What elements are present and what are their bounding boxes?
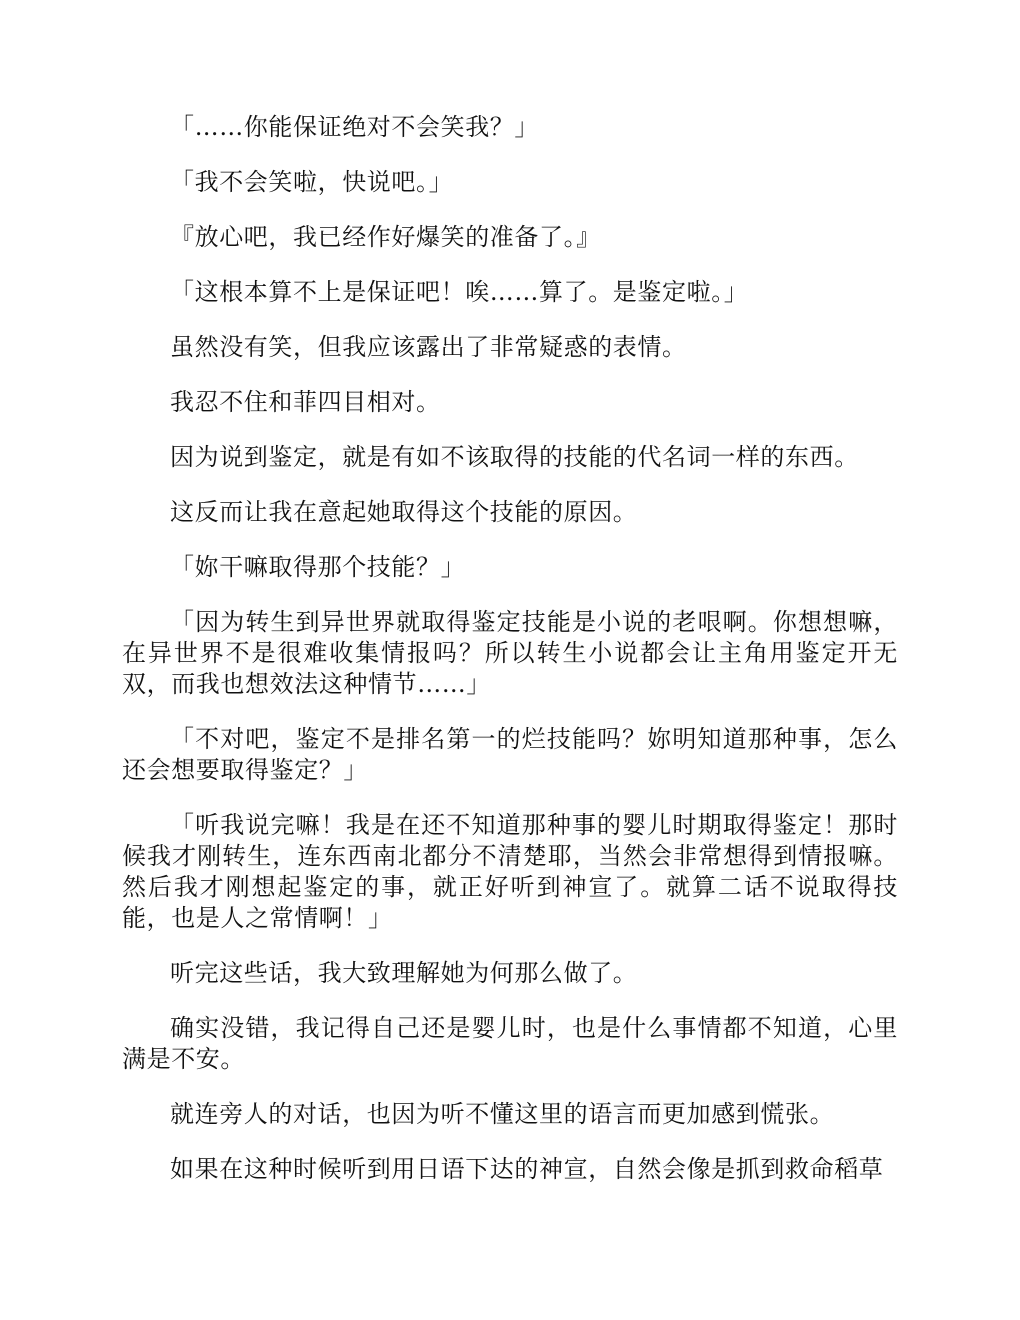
paragraph: 我忍不住和菲四目相对。 xyxy=(170,388,441,416)
paragraph: 「妳干嘛取得那个技能？」 xyxy=(170,553,466,581)
paragraph: 如果在这种时候听到用日语下达的神宣，自然会像是抓到救命稻草 xyxy=(170,1155,884,1183)
paragraph: 就连旁人的对话，也因为听不懂这里的语言而更加感到慌张。 xyxy=(170,1100,835,1128)
document-body xyxy=(122,112,898,1209)
paragraph: 「我不会笑啦，快说吧。」 xyxy=(170,168,454,196)
paragraph: 『放心吧，我已经作好爆笑的准备了。』 xyxy=(170,223,601,251)
paragraph: 「不对吧，鉴定不是排名第一的烂技能吗？妳明知道那种事，怎么还会想要取得鉴定？」 xyxy=(122,725,898,784)
paragraph: 确实没错，我记得自己还是婴儿时，也是什么事情都不知道，心里满是不安。 xyxy=(122,1014,898,1073)
paragraph: 这反而让我在意起她取得这个技能的原因。 xyxy=(170,498,638,526)
paragraph: 「因为转生到异世界就取得鉴定技能是小说的老哏啊。你想想嘛，在异世界不是很难收集情报吗？所以转生小说都会让主角用鉴定开无双，而我也想效法这种情节……」 xyxy=(122,608,898,698)
paragraph: 「听我说完嘛！我是在还不知道那种事的婴儿时期取得鉴定！那时候我才刚转生，连东西南北都分不清楚耶，当然会非常想得到情报嘛。然后我才刚想起鉴定的事，就正好听到神宣了。就算二话不说取得技能，也是人之常情啊！」 xyxy=(122,811,898,932)
paragraph: 「……你能保证绝对不会笑我？」 xyxy=(170,113,539,141)
paragraph: 「这根本算不上是保证吧！唉……算了。是鉴定啦。」 xyxy=(170,278,749,306)
paragraph: 虽然没有笑，但我应该露出了非常疑惑的表情。 xyxy=(170,333,687,361)
paragraph: 因为说到鉴定，就是有如不该取得的技能的代名词一样的东西。 xyxy=(170,443,859,471)
paragraph: 听完这些话，我大致理解她为何那么做了。 xyxy=(170,959,638,987)
